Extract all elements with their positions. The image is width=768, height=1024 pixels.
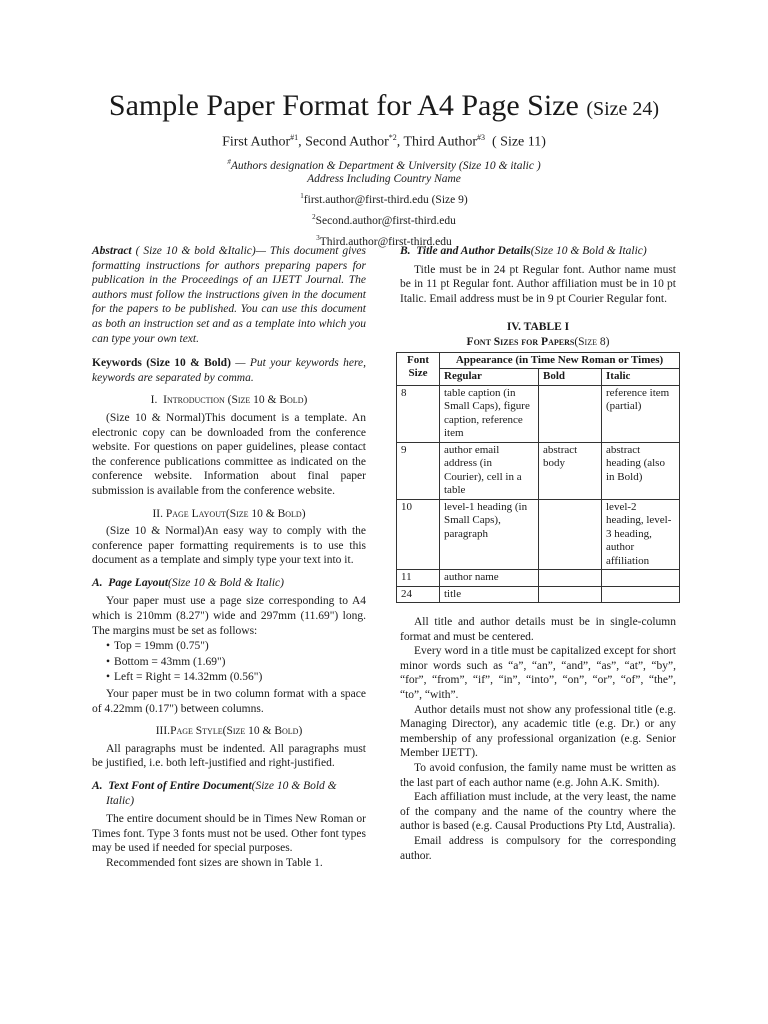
first-author: First Author <box>222 134 291 150</box>
margin-item-top: • Top = 19mm (0.75") <box>106 639 366 654</box>
table-cell-regular: title <box>440 586 539 603</box>
table-row <box>397 570 680 587</box>
affiliation-paragraph: Each affiliation must include, at the very least, the name of the company and the name of the country where the author is based (e.g. Causal Productions Pty Ltd, Australia). <box>400 791 676 833</box>
subsection-size-note: (Size 10 & Bold & Italic) <box>530 245 647 257</box>
email-sup: 3 <box>316 234 320 243</box>
table-cell-bold: abstract body <box>539 442 602 499</box>
section-heading-page-layout <box>92 507 366 522</box>
email-paragraph: Email address is compulsory for the corresponding author. <box>400 834 676 862</box>
subsection-size-note: (Size 10 & Bold & Italic) <box>168 576 284 589</box>
subsection-heading-text-font <box>92 779 366 808</box>
keywords <box>92 356 366 385</box>
affiliation-line-1 <box>0 155 768 173</box>
table-row <box>397 586 680 603</box>
table-cell-bold <box>539 499 602 570</box>
table-cell-size: 24 <box>397 586 440 603</box>
section-size-note: (Size 10 & Bold) <box>224 394 308 407</box>
section-size-note: (Size 10 & Bold) <box>225 507 306 520</box>
table-cell-italic: abstract heading (also in Bold) <box>602 442 680 499</box>
third-author-sup: #3 <box>477 133 485 142</box>
subsection-title: Title and Author Details <box>416 245 531 257</box>
abstract-text: ( Size 10 & bold &Italic)— This document gives formatting instructions for authors preparing papers for publication in the Proceedings of an IJETT Journal. The authors must follow the instructions given in the document for the papers to be published. You can use this document as both an instruction set and as a template into which you can type your own text. <box>92 245 366 345</box>
subsection-letter: A. <box>92 576 109 589</box>
two-column-paragraph: Your paper must be in two column format with a space of 4.22mm (0.17") between columns. <box>92 688 366 715</box>
email-line-2 <box>0 210 768 228</box>
table-header-font-size: Font Size <box>397 352 440 385</box>
section-number: II. <box>152 507 166 520</box>
table-cell-regular: level-1 heading (in Small Caps), paragraph <box>440 499 539 570</box>
section-number: I. <box>150 394 164 407</box>
paper-header <box>0 88 768 249</box>
section-title: Page Layout <box>165 507 226 520</box>
introduction-paragraph: (Size 10 & Normal)This document is a template. An electronic copy can be downloaded from the conference website. For questions on paper guidelines, please contact the conference publications committee as indicated on the conference website. Information about final paper submission is available from the conference website. <box>92 411 366 497</box>
professional-title-paragraph: Author details must not show any professional title (e.g. Managing Director), any academic title (e.g. Dr.) or any membership of any professional organization (e.g. Senior Member IJETT). <box>400 703 676 760</box>
table-cell-size: 11 <box>397 570 440 587</box>
table-header-italic: Italic <box>602 369 680 386</box>
table-title: Font Sizes for Papers <box>466 335 575 348</box>
affiliation-sup: # <box>227 157 231 166</box>
title-text: Sample Paper Format for A4 Page Size <box>108 89 579 122</box>
table-row <box>397 385 680 442</box>
section-title: Page Style <box>170 725 223 738</box>
first-author-sup: #1 <box>290 133 299 142</box>
email-line-1 <box>0 189 768 207</box>
subsection-heading-page-layout <box>92 576 366 591</box>
section-size-note: (Size 10 & Bold) <box>222 725 303 738</box>
author-size-note: ( Size 11) <box>485 134 546 150</box>
section-title: Introduction <box>163 394 225 407</box>
table-subheader-row <box>397 369 680 386</box>
keywords-text: — Put your keywords here, keywords are separated by comma. <box>92 357 366 384</box>
table-cell-bold <box>539 586 602 603</box>
subsection-size-note: (Size 10 & Bold & Italic) <box>106 780 337 807</box>
table-cell-size: 10 <box>397 499 440 570</box>
page-size-paragraph: Your paper must use a page size corresponding to A4 which is 210mm (8.27") wide and 297mm (11.69") long. The margins must be set as follows: <box>92 595 366 637</box>
capitalization-paragraph: Every word in a title must be capitalized except for short minor words such as “a”, “an”, “and”, “as”, “at”, “by”, “for”, “from”, “if”, “in”, “into”, “on”, “or”, “of”, “the”, “to”, “with”. <box>400 645 676 702</box>
subsection-heading-title-author <box>400 244 676 259</box>
paper-title <box>0 88 768 127</box>
table-header-appearance: Appearance (in Time New Roman or Times) <box>440 352 680 369</box>
table-subcaption <box>400 335 676 350</box>
keywords-label: Keywords (Size 10 & Bold) <box>92 357 231 370</box>
email-text: first.author@first-third.edu (Size 9) <box>303 194 468 207</box>
page-style-paragraph: All paragraphs must be indented. All paragraphs must be justified, i.e. both left-justified and right-justified. <box>92 742 366 770</box>
table-cell-bold <box>539 570 602 587</box>
table-cell-italic <box>602 570 680 587</box>
subsection-letter: B. <box>400 245 417 257</box>
page-layout-paragraph: (Size 10 & Normal)An easy way to comply with the conference paper formatting requirements is to use this document as a template and simply type your text into it. <box>92 525 366 567</box>
family-name-paragraph: To avoid confusion, the family name must be written as the last part of each author name (e.g. John A.K. Smith). <box>400 762 676 789</box>
text-font-paragraph: The entire document should be in Times New Roman or Times font. Type 3 fonts must not be used. Other font types may be used if needed for special purposes. <box>92 813 366 855</box>
section-heading-introduction <box>92 393 366 408</box>
third-author: , Third Author <box>396 134 477 150</box>
font-sizes-table <box>396 352 680 604</box>
table-cell-regular: table caption (in Small Caps), figure caption, reference item <box>440 385 539 442</box>
table-row <box>397 499 680 570</box>
centered-details-paragraph: All title and author details must be in single-column format and must be centered. <box>400 616 676 643</box>
subsection-title: Text Font of Entire Document <box>108 780 252 792</box>
font-sizes-reference-paragraph: Recommended font sizes are shown in Table 1. <box>106 856 323 869</box>
subsection-letter: A. <box>92 780 109 792</box>
section-heading-page-style <box>92 724 366 739</box>
margin-item-bottom: • Bottom = 43mm (1.69") <box>106 655 366 670</box>
table-caption <box>400 320 676 335</box>
title-size-note: (Size 24) <box>586 98 660 120</box>
margin-list <box>106 639 366 685</box>
table-cell-italic: level-2 heading, level-3 heading, author affiliation <box>602 499 680 570</box>
table-size-note: (Size 8) <box>574 335 610 348</box>
table-header-row <box>397 352 680 369</box>
email-text: Third.author@first-third.edu <box>319 235 452 248</box>
second-author-sup: *2 <box>388 133 397 142</box>
second-author: , Second Author <box>298 134 389 150</box>
table-row <box>397 442 680 499</box>
abstract <box>92 244 366 346</box>
section-number: III. <box>155 725 171 738</box>
table-cell-italic <box>602 586 680 603</box>
subsection-title: Page Layout <box>108 576 169 589</box>
email-sup: 2 <box>312 213 316 222</box>
table-number: IV. TABLE I <box>506 321 570 334</box>
right-column <box>400 244 676 863</box>
table-header-bold: Bold <box>539 369 602 386</box>
table-cell-regular: author name <box>440 570 539 587</box>
table-cell-regular: author email address (in Courier), cell in a table <box>440 442 539 499</box>
title-author-paragraph: Title must be in 24 pt Regular font. Author name must be in 11 pt Regular font. Author affiliation must be in 10 pt Italic. Email address must be in 9 pt Courier Regular font. <box>400 263 676 305</box>
table-cell-bold <box>539 385 602 442</box>
abstract-label: Abstract <box>92 245 132 257</box>
margin-item-left-right: • Left = Right = 14.32mm (0.56") <box>106 670 366 685</box>
affiliation-line-2: Address Including Country Name <box>307 173 461 186</box>
affiliation-text: Authors designation & Department & University (Size 10 & italic ) <box>230 159 541 172</box>
table-header-regular: Regular <box>440 369 539 386</box>
author-line <box>0 133 768 151</box>
table-cell-size: 8 <box>397 385 440 442</box>
left-column <box>92 244 366 871</box>
email-text: Second.author@first-third.edu <box>315 215 456 228</box>
table-cell-size: 9 <box>397 442 440 499</box>
email-sup: 1 <box>300 192 304 201</box>
table-cell-italic: reference item (partial) <box>602 385 680 442</box>
